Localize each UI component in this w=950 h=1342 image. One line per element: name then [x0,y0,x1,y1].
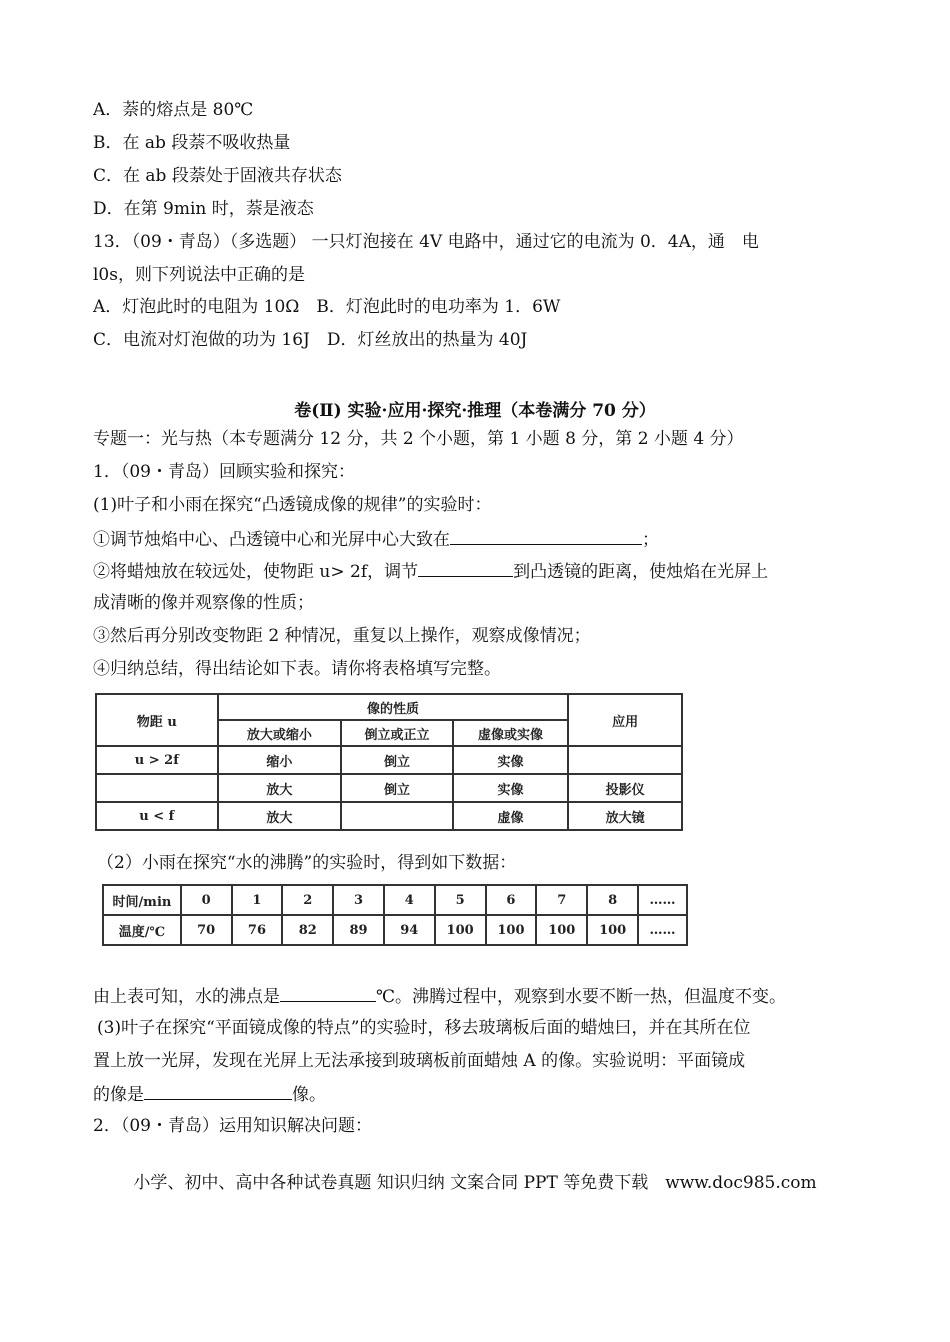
answer-blank-boiling-point[interactable] [280,984,376,1002]
time-cell: 8 [587,885,638,915]
time-cell: 0 [181,885,232,915]
mirror-text: 的像是 [93,1085,144,1105]
table-row [103,885,687,915]
header-type: 虚像或实像 [453,720,569,746]
q13-options-cd: C．电流对灯泡做的功为 16J D．灯丝放出的热量为 40J [93,330,528,350]
header-application: 应用 [568,694,682,746]
table-cell: u > 2f [96,746,218,774]
table-cell: 虚像 [453,802,569,830]
temp-cell: 70 [181,915,232,945]
time-cell: …… [638,885,687,915]
header-object-distance: 物距 u [96,694,218,746]
problem1-sub2: （2）小雨在探究“水的沸腾”的实验时，得到如下数据： [97,853,517,873]
step1 [93,527,659,551]
time-cell: 4 [384,885,435,915]
step4: ④归纳总结，得出结论如下表。请你将表格填写完整。 [93,659,501,679]
temp-cell: …… [638,915,687,945]
problem1-sub3-line1: (3)叶子在探究“平面镜成像的特点”的实验时，移去玻璃板后面的蜡烛曰，并在其所在位 [97,1018,751,1038]
header-size: 放大或缩小 [218,720,342,746]
problem2-heading: 2．（09・青岛）运用知识解决问题： [93,1116,372,1136]
table-cell: 倒立 [341,774,453,802]
table-cell-blank[interactable] [96,774,218,802]
table-row [103,915,687,945]
problem1-heading: 1．（09・青岛）回顾实验和探究： [93,462,355,482]
step2-suffix: 到凸透镜的距离，使烛焰在光屏上 [513,562,769,582]
table-row [96,774,682,802]
footer-text: 小学、初中、高中各种试卷真题 知识归纳 文案合同 PPT 等免费下载 www.doc985.com [133,1173,817,1193]
table-cell: 放大镜 [568,802,682,830]
q12-option-c: C．在 ab 段萘处于固液共存状态 [93,166,342,186]
section-title: 卷(Ⅱ) 实验·应用·探究·推理（本卷满分 70 分） [294,401,656,421]
step1-suffix: ； [642,530,659,550]
table-cell-blank[interactable] [568,746,682,774]
boiling-table [102,884,688,946]
step1-text: ①调节烛焰中心、凸透镜中心和光屏中心大致在 [93,530,450,550]
time-label: 时间/min [103,885,181,915]
table-cell-blank[interactable] [341,802,453,830]
boiling-suffix: ℃。沸腾过程中，观察到水要不断一热，但温度不变。 [376,987,787,1007]
time-cell: 6 [486,885,537,915]
table-row [96,746,682,774]
q13-options-ab: A．灯泡此时的电阻为 10Ω B．灯泡此时的电功率为 1．6W [93,297,561,317]
temp-cell: 89 [333,915,384,945]
temp-cell: 100 [587,915,638,945]
answer-blank-step2[interactable] [418,559,513,577]
temp-cell: 94 [384,915,435,945]
time-cell: 7 [536,885,587,915]
q12-option-a: A．萘的熔点是 80℃ [93,100,254,120]
temp-cell: 82 [282,915,333,945]
table-cell: 放大 [218,774,342,802]
problem1-sub3-line2: 置上放一光屏，发现在光屏上无法承接到玻璃板前面蜡烛 A 的像。实验说明：平面镜成 [93,1051,746,1071]
time-cell: 2 [282,885,333,915]
step2 [93,559,768,583]
q13-stem-line1: 13．（09・青岛）（多选题） 一只灯泡接在 4V 电路中，通过它的电流为 0．4A，通 电 [93,232,759,252]
step3: ③然后再分别改变物距 2 种情况，重复以上操作，观察成像情况； [93,626,591,646]
table-cell: 倒立 [341,746,453,774]
header-image-nature: 像的性质 [218,694,569,720]
table-cell: 实像 [453,774,569,802]
topic-heading: 专题一：光与热（本专题满分 12 分，共 2 个小题，第 1 小题 8 分，第 2 小题 4 分） [93,429,744,449]
boiling-point-line [93,984,786,1008]
table-cell: 投影仪 [568,774,682,802]
answer-blank-step1[interactable] [450,527,642,545]
temp-cell: 76 [232,915,283,945]
table-cell: 缩小 [218,746,342,774]
lens-table [95,693,683,831]
q13-stem-line2: l0s，则下列说法中正确的是 [93,265,305,285]
table-cell: 实像 [453,746,569,774]
answer-blank-mirror[interactable] [144,1082,292,1100]
time-cell: 5 [435,885,486,915]
time-cell: 3 [333,885,384,915]
q12-option-b: B．在 ab 段萘不吸收热量 [93,133,291,153]
q12-option-d: D．在第 9min 时，萘是液态 [93,199,314,219]
problem1-sub1: (1)叶子和小雨在探究“凸透镜成像的规律”的实验时： [93,495,492,515]
step2-text: ②将蜡烛放在较远处，使物距 u> 2f，调节 [93,562,419,582]
time-cell: 1 [232,885,283,915]
table-row [96,802,682,830]
temp-label: 温度/℃ [103,915,181,945]
header-orientation: 倒立或正立 [341,720,453,746]
boiling-text: 由上表可知，水的沸点是 [93,987,280,1007]
temp-cell: 100 [435,915,486,945]
temp-cell: 100 [536,915,587,945]
table-cell: u < f [96,802,218,830]
temp-cell: 100 [486,915,537,945]
step2-continued: 成清晰的像并观察像的性质； [93,593,314,613]
problem1-sub3-line3 [93,1082,326,1106]
table-cell: 放大 [218,802,342,830]
mirror-suffix: 像。 [292,1085,326,1105]
